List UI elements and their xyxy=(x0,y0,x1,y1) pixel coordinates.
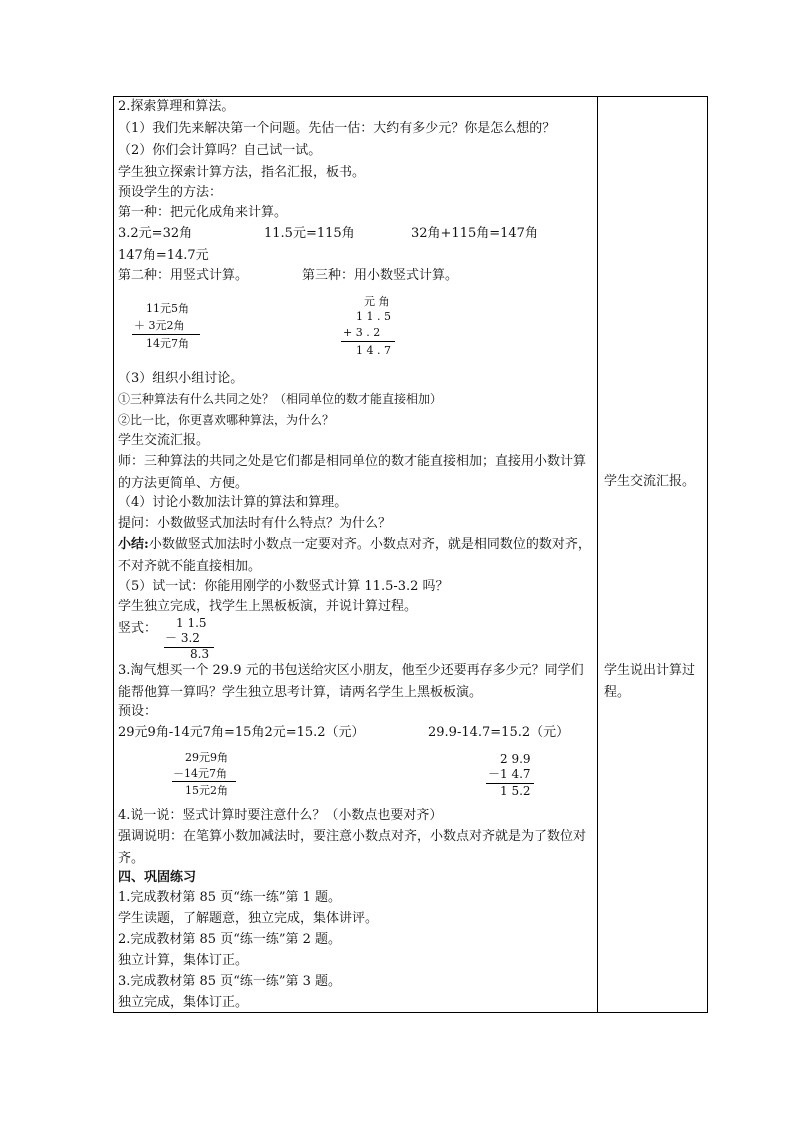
line-ex-2-note: 独立计算，集体订正。 xyxy=(118,953,249,968)
vcalc4-result: 15元2角 xyxy=(185,784,228,797)
line-try: （5）试一试：你能用刚学的小数竖式计算 11.5-3.2 吗？ xyxy=(118,579,449,594)
line-board: 学生独立完成，找学生上黑板板演，并说计算过程。 xyxy=(118,599,418,614)
line-report: 学生交流汇报。 xyxy=(118,433,210,448)
summary-label: 小结: xyxy=(118,537,149,552)
vcalc4-rule xyxy=(172,781,236,782)
line-section-2: 2.探索算理和算法。 xyxy=(118,99,235,114)
line-compare: ②比一比，你更喜欢哪种算法，为什么？ xyxy=(118,413,335,427)
vcalc1-top: 11元5角 xyxy=(146,302,189,315)
line-ex-3-note: 独立完成，集体订正。 xyxy=(118,995,249,1010)
vcalc1-mid: ＋ 3元2角 xyxy=(134,319,185,332)
vcalc5-result: 1 5.2 xyxy=(500,784,531,798)
vcalc2-top: 1 1 . 5 xyxy=(356,310,391,323)
line-ask: 提问：小数做竖式加法时有什么特点？为什么？ xyxy=(118,516,392,531)
vcalc3-top: 1 1.5 xyxy=(176,616,207,630)
line-ex-1: 1.完成教材第 85 页“练一练”第 1 题。 xyxy=(118,890,342,905)
vcalc2-rule xyxy=(341,341,395,342)
line-method-1: 第一种：把元化成角来计算。 xyxy=(118,205,288,220)
vcalc2-mid: + 3 . 2 xyxy=(343,326,381,339)
line-question-1: （1）我们先来解决第一个问题。先估一估：大约有多少元？你是怎么想的？ xyxy=(118,121,556,136)
vcalc4-mid: －14元7角 xyxy=(173,767,227,780)
section-heading-practice: 四、巩固练习 xyxy=(118,870,197,885)
summary-text: 小数做竖式加法时小数点一定要对齐。小数点对齐，就是相同数位的数对齐，不对齐就不能直接相加。 xyxy=(118,537,591,574)
line-ex-1-note: 学生读题，了解题意，独立完成，集体讲评。 xyxy=(118,911,379,926)
vcalc1-rule xyxy=(132,334,200,335)
line-calc-b: 29.9-14.7=15.2（元） xyxy=(428,725,570,740)
line-common: ①三种算法有什么共同之处？（相同单位的数才能直接相加） xyxy=(118,392,443,406)
line-discuss: （3）组织小组讨论。 xyxy=(118,371,244,386)
line-method-2: 第二种：用竖式计算。 xyxy=(118,268,249,283)
line-ex-3: 3.完成教材第 85 页“练一练”第 3 题。 xyxy=(118,974,342,989)
column-divider xyxy=(597,96,598,1013)
line-question-2: （2）你们会计算吗？自己试一试。 xyxy=(118,143,322,158)
vcalc1-result: 14元7角 xyxy=(146,337,189,350)
line-conv-c: 32角+115角=147角 xyxy=(411,226,538,241)
right-note-process: 学生说出计算过程。 xyxy=(604,663,696,700)
vcalc2-result: 1 4 . 7 xyxy=(356,344,391,357)
line-conv-b: 11.5元=115角 xyxy=(264,226,355,241)
vcalc4-top: 29元9角 xyxy=(185,751,228,764)
line-explore: 学生独立探索计算方法，指名汇报，板书。 xyxy=(118,165,366,180)
vcalc5-top: 2 9.9 xyxy=(500,752,531,766)
line-method-3: 第三种：用小数竖式计算。 xyxy=(302,268,459,283)
vcalc3-mid: － 3.2 xyxy=(165,631,200,645)
line-preset: 预设学生的方法： xyxy=(118,185,223,200)
line-vertical-label: 竖式： xyxy=(118,621,158,636)
line-attention: 4.说一说：竖式计算时要注意什么？（小数点也要对齐） xyxy=(118,808,443,823)
line-emphasis: 强调说明：在笔算小数加减法时，要注意小数点对齐，小数点对齐就是为了数位对齐。 xyxy=(118,829,587,866)
line-problem-3: 3.淘气想买一个 29.9 元的书包送给灾区小朋友，他至少还要再存多少元？同学们能帮他算一算吗？学生独立思考计算，请两名学生上黑板板演。 xyxy=(118,663,584,700)
line-discuss-4: （4）讨论小数加法计算的算法和算理。 xyxy=(118,495,348,510)
line-calc-a: 29元9角-14元7角=15角2元=15.2（元） xyxy=(118,725,365,740)
line-conv-a: 3.2元=32角 xyxy=(118,226,193,241)
vcalc3-result: 8.3 xyxy=(190,647,210,661)
right-note-report: 学生交流汇报。 xyxy=(604,474,696,489)
line-summary xyxy=(118,534,595,578)
line-conv-result: 147角=14.7元 xyxy=(118,248,209,263)
line-ex-2: 2.完成教材第 85 页“练一练”第 2 题。 xyxy=(118,932,342,947)
line-preset-2: 预设： xyxy=(118,704,158,719)
vcalc2-head: 元 角 xyxy=(364,295,390,308)
vcalc5-mid: －1 4.7 xyxy=(488,767,531,781)
line-teacher: 师：三种算法的共同之处是它们都是相同单位的数才能直接相加；直接用小数计算的方法更简单、方便。 xyxy=(118,454,587,491)
